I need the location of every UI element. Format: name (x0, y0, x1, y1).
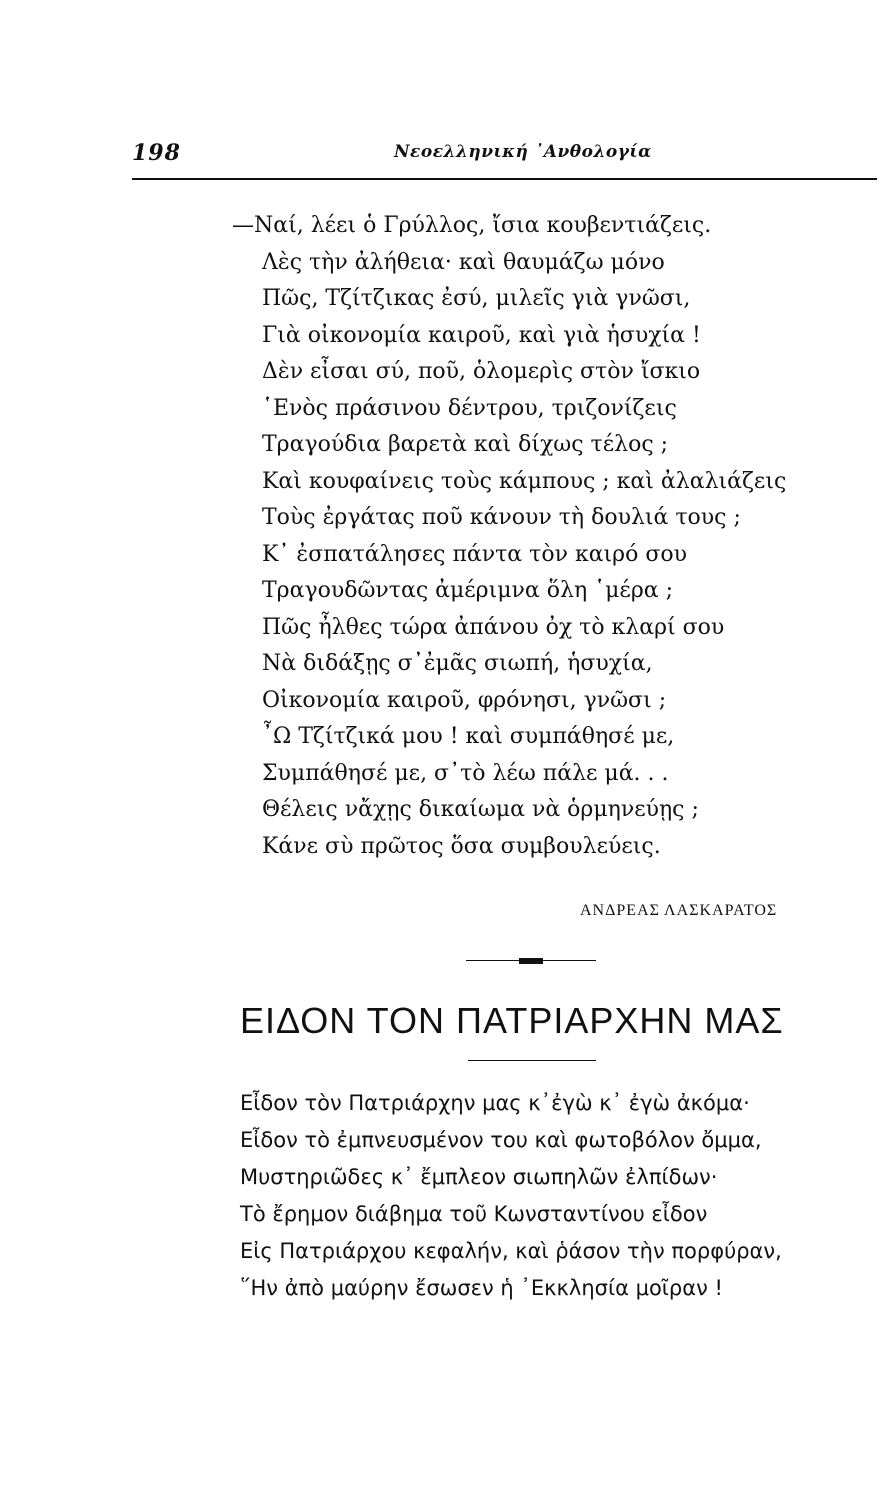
page-header (132, 140, 872, 174)
poem-line: Τραγουδῶντας ἀμέριμνα ὅλη ῾μέρα ; (262, 578, 674, 603)
poem-cricket (232, 208, 852, 865)
poem-line: Οἰκονομία καιροῦ, φρόνησι, γνῶσι ; (262, 687, 667, 713)
separator-bar (519, 958, 543, 964)
poem-title: ΕΙΔΟΝ ΤΟΝ ΠΑΤΡΙΑΡΧΗΝ ΜΑΣ (240, 1000, 784, 1041)
running-title: Νεοελληνική ᾿Ανθολογία (394, 142, 652, 162)
poem-line: Καὶ κουφαίνεις τοὺς κάμπους ; καὶ ἀλαλιάζεις (262, 468, 787, 494)
poem-line: Δὲν εἶσαι σύ, ποῦ, ὁλομερὶς στὸν ἴσκιο (262, 359, 701, 384)
poem-line: Τοὺς ἐργάτας ποῦ κάνουν τὴ δουλιά τους ; (262, 505, 741, 530)
poem-line: ῾Ενὸς πράσινου δέντρου, τριζονίζεις (262, 395, 677, 421)
poem-line: —Ναί, λέει ὁ Γρύλλος, ἴσια κουβεντιάζεις. (232, 213, 712, 238)
poem-line: Κάνε σὺ πρῶτος ὅσα συμβουλεύεις. (262, 833, 661, 859)
poem-patriarch (240, 1085, 860, 1307)
title-rule (468, 1060, 596, 1061)
poem-line: Κ᾿ ἐσπατάλησες πάντα τὸν καιρό σου (262, 541, 687, 567)
poem-line: Θέλεις νἄχῃς δικαίωμα νὰ ὁρμηνεύῃς ; (262, 797, 699, 822)
poem-line: Εἰς Πατριάρχου κεφαλήν, καὶ ῥάσον τὴν πορφύραν, (240, 1239, 782, 1263)
page-number: 198 (132, 140, 181, 166)
poem-line: Συμπάθησέ με, σ᾿τὸ λέω πάλε μά. . . (262, 760, 669, 786)
author-name: ΑΝΔΡΕΑΣ ΛΑΣΚΑΡΑΤΟΣ (580, 902, 778, 919)
header-rule (132, 178, 877, 180)
poem-line: Νὰ διδάξῃς σ᾿ἐμᾶς σιωπή, ἡσυχία, (262, 651, 653, 676)
poem-line: Πῶς, Τζίτζικας ἐσύ, μιλεῖς γιὰ γνῶσι, (262, 286, 691, 311)
poem-line: Εἶδον τὸν Πατριάρχην μας κ᾿ἐγὼ κ᾿ ἐγὼ ἀκόμα· (240, 1091, 750, 1115)
poem-line: ῞Ην ἀπὸ μαύρην ἔσωσεν ἡ ᾿Εκκλησία μοῖραν ! (240, 1276, 723, 1300)
poem-line: Τραγούδια βαρετὰ καὶ δίχως τέλος ; (262, 432, 669, 457)
poem-line: Εἶδον τὸ ἐμπνευσμένον του καὶ φωτοβόλον ὄμμα, (240, 1128, 762, 1152)
section-separator (466, 958, 596, 964)
poem-line: Πῶς ἦλθες τώρα ἀπάνου ὀχ τὸ κλαρί σου (262, 614, 725, 640)
poem-line: Λὲς τὴν ἀλήθεια· καὶ θαυμάζω μόνο (262, 249, 665, 275)
poem-line: ῏Ω Τζίτζικά μου ! καὶ συμπάθησέ με, (262, 724, 675, 749)
poem-line: Γιὰ οἰκονομία καιροῦ, καὶ γιὰ ἡσυχία ! (262, 322, 701, 348)
poem-line: Μυστηριῶδες κ᾿ ἔμπλεον σιωπηλῶν ἐλπίδων· (240, 1165, 718, 1189)
poem-line: Τὸ ἔρημον διάβημα τοῦ Κωνσταντίνου εἶδον (240, 1202, 708, 1226)
